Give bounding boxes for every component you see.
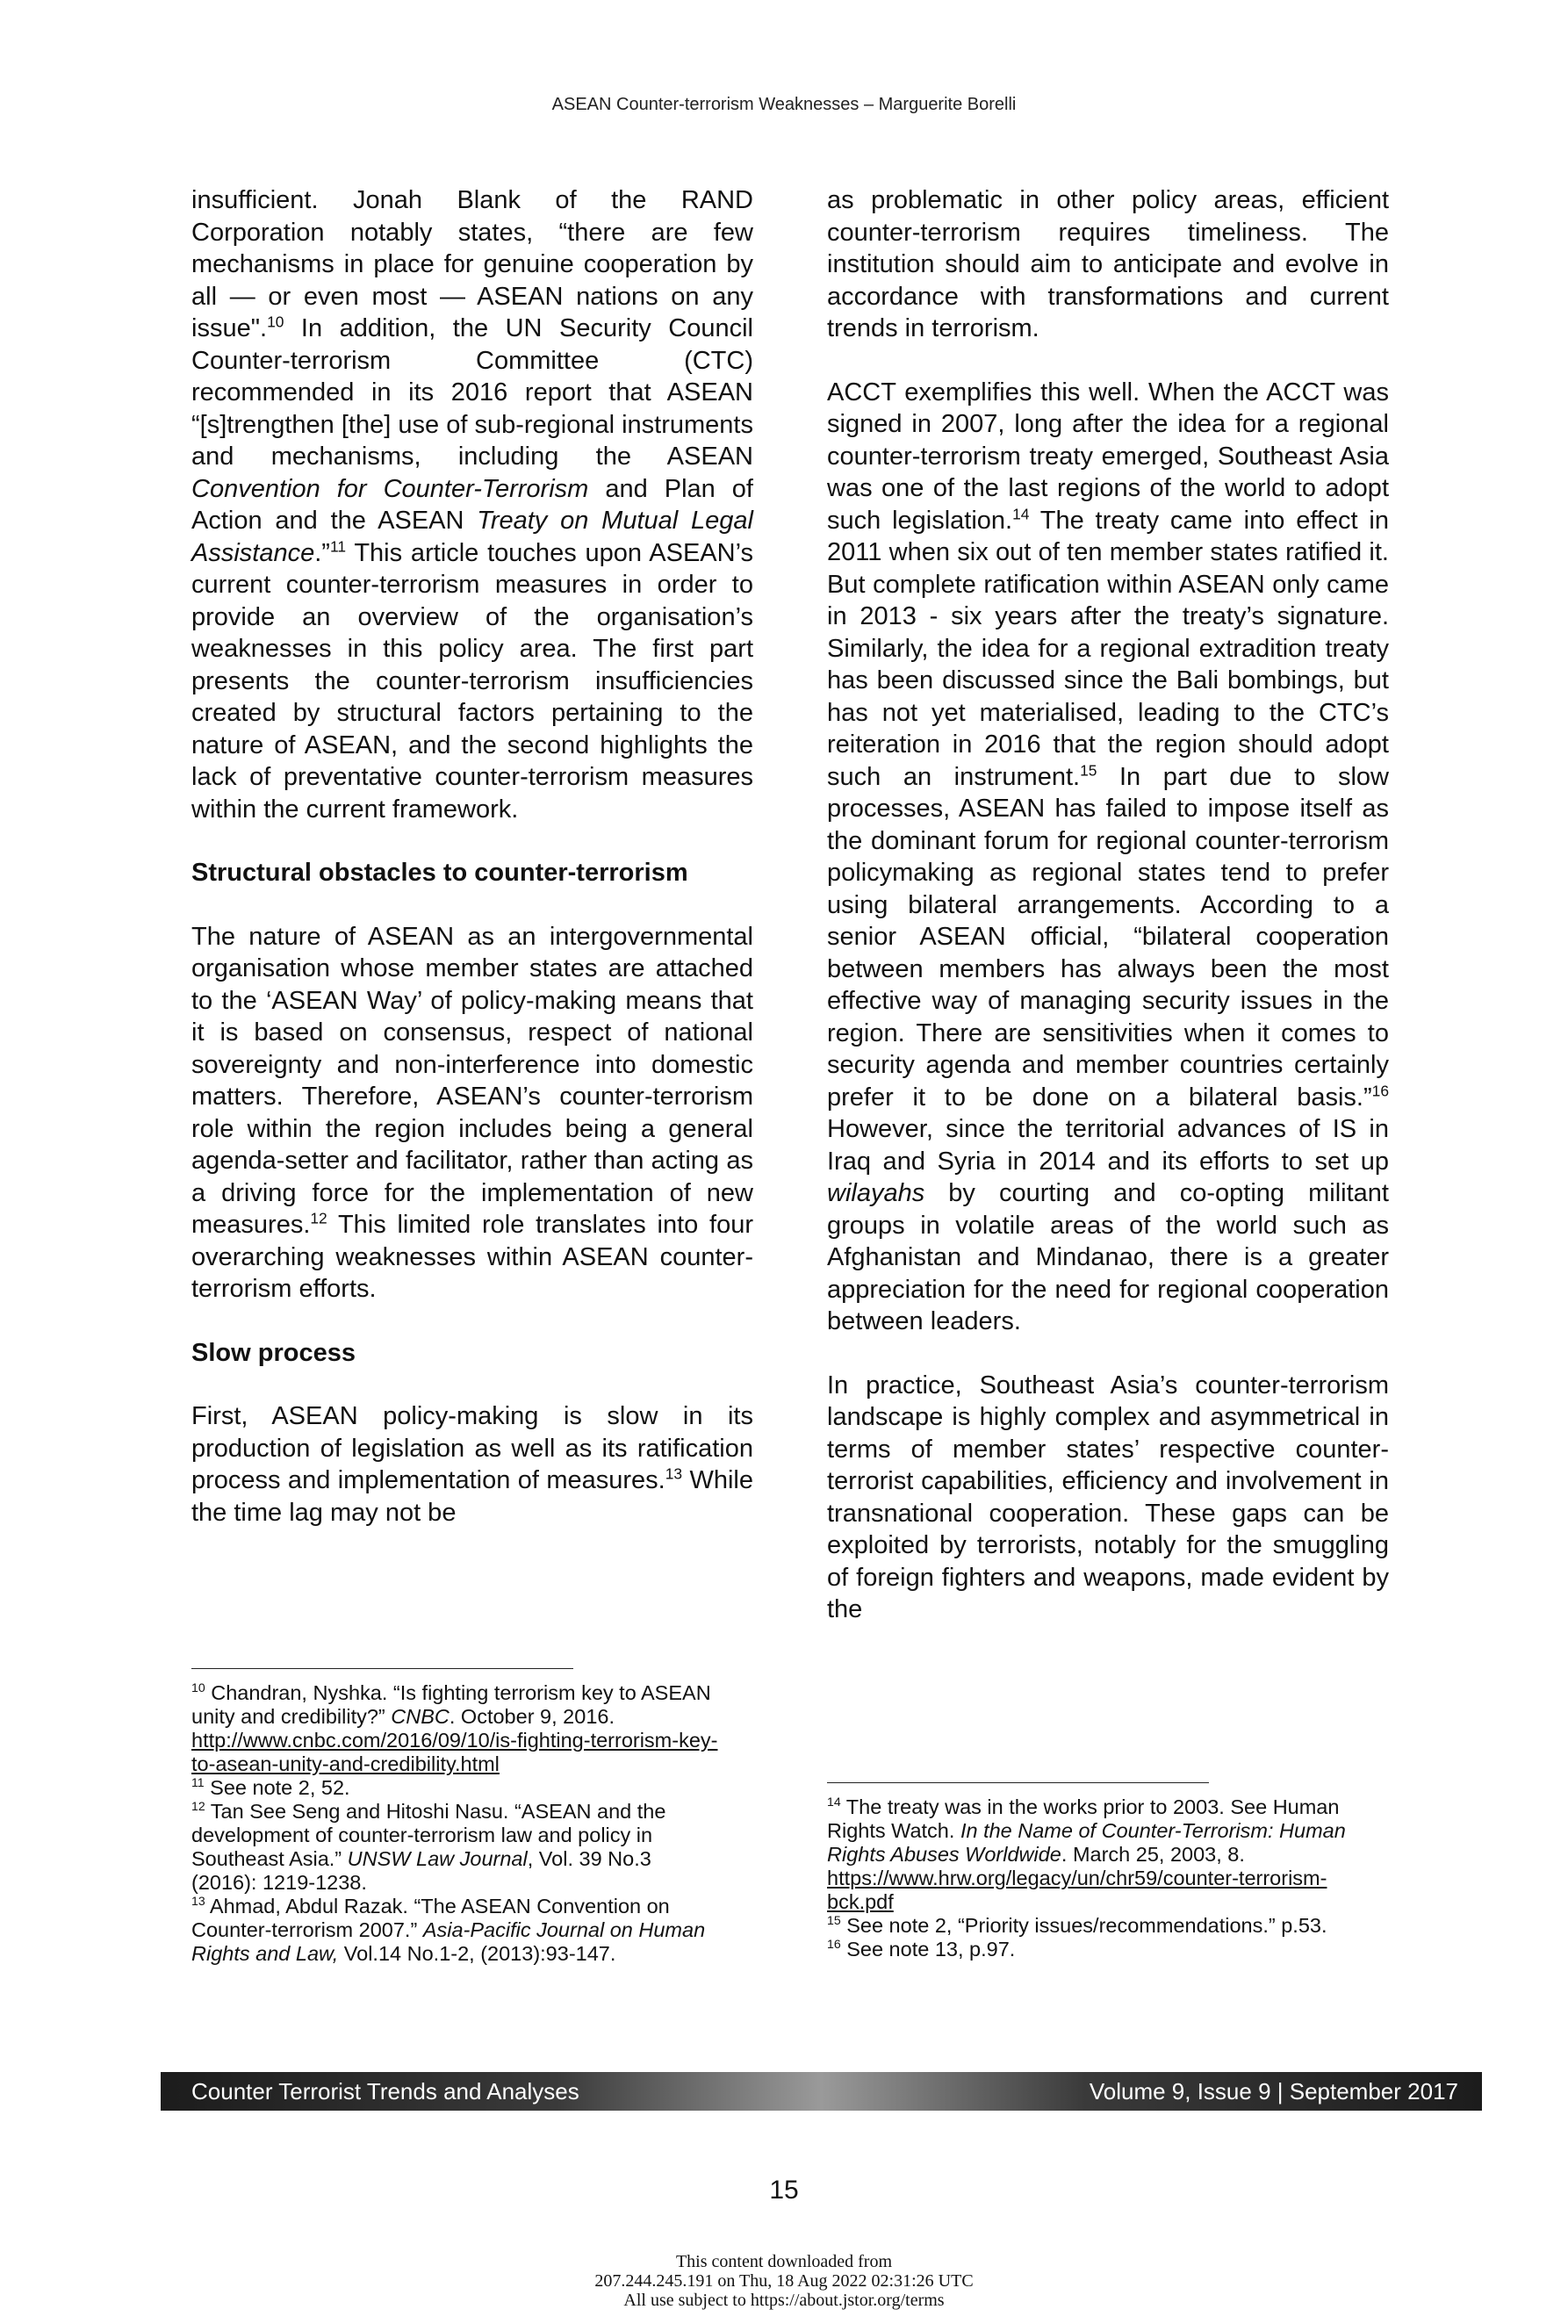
- text: First, ASEAN policy-making is slow in its production of legislation as well as its ratification process and implementation of measures.: [191, 1402, 753, 1494]
- footnote-ref[interactable]: 15: [1080, 760, 1097, 779]
- text: See note 13, p.97.: [840, 1938, 1016, 1961]
- text: This limited role translates into four overarching weaknesses within ASEAN counter-terrorism efforts.: [191, 1211, 753, 1303]
- text: and Plan of Action and the ASEAN: [191, 474, 753, 535]
- right-column: [827, 184, 1389, 1658]
- section-heading: Slow process: [191, 1338, 356, 1367]
- paragraph: In practice, Southeast Asia’s counter-terrorism landscape is highly complex and asymmetrical in terms of member states’ respective counter-terrorist capabilities, efficiency and involvement in transnational cooperation. These gaps can be exploited by terrorists, notably for the smuggling of foreign fighters and weapons, made evident by the: [827, 1371, 1389, 1623]
- text: While the time lag may not be: [191, 1466, 753, 1527]
- footnote-15: [827, 1914, 1354, 1938]
- jstor-terms-line[interactable]: All use subject to https://about.jstor.org/terms: [623, 2291, 945, 2310]
- footnote-10: [191, 1681, 718, 1776]
- text: . March 25, 2003, 8.: [1061, 1843, 1245, 1866]
- italic-title: Convention for Counter-Terrorism: [191, 474, 589, 503]
- jstor-notice: [0, 2252, 1568, 2310]
- footnote-link[interactable]: https://www.hrw.org/legacy/un/chr59/counter-terrorism-bck.pdf: [827, 1867, 1327, 1913]
- paragraph: [191, 921, 753, 1306]
- footnote-ref[interactable]: 11: [329, 536, 347, 555]
- text: See note 2, “Priority issues/recommendations.” p.53.: [840, 1914, 1327, 1937]
- text: by courting and co-opting militant groups in volatile areas of the world such as Afghanistan and Mindanao, there is a greater appreciation for the need for regional cooperation between leaders.: [827, 1179, 1389, 1335]
- italic-source: CNBC: [391, 1705, 450, 1728]
- italic-source: In the Name of Counter-Terrorism: Human Rights Abuses Worldwide: [827, 1819, 1346, 1866]
- section-heading: Structural obstacles to counter-terrorism: [191, 859, 688, 887]
- footnote-11: [191, 1776, 718, 1800]
- text: In part due to slow processes, ASEAN has failed to impose itself as the dominant forum for regional counter-terrorism policymaking as regional states tend to prefer using bilateral arrangements. According to a senior ASEAN official, “bilateral cooperation between members has always been the most effective way of managing security issues in the region. There are sensitivities when it comes to security agenda and member countries certainly prefer it to be done on a bilateral basis.”: [827, 762, 1389, 1112]
- footnote-12: [191, 1800, 718, 1895]
- text: See note 2, 52.: [204, 1776, 350, 1799]
- page-number: 15: [769, 2176, 799, 2205]
- text: Ahmad, Abdul Razak. “The ASEAN Convention on Counter-terrorism 2007.”: [191, 1895, 670, 1941]
- italic-term: wilayahs: [827, 1179, 925, 1207]
- left-column: [191, 184, 753, 1560]
- text: .”: [314, 538, 330, 567]
- jstor-line: 207.244.245.191 on Thu, 18 Aug 2022 02:31:26 UTC: [594, 2271, 974, 2291]
- paragraph: [827, 377, 1389, 1338]
- footnotes-right: [827, 1782, 1354, 1961]
- footnote-14: [827, 1795, 1354, 1914]
- italic-title: Treaty on Mutual Legal Assistance: [191, 507, 753, 567]
- footnote-13: [191, 1895, 718, 1966]
- journal-footer-band: [161, 2072, 1482, 2111]
- paragraph: as problematic in other policy areas, efficient counter-terrorism requires timeliness. The institution should aim to anticipate and evolve in accordance with transformations and current trends in terrorism.: [827, 186, 1389, 342]
- italic-source: UNSW Law Journal: [347, 1847, 528, 1870]
- footnote-divider: [827, 1782, 1209, 1783]
- footnote-ref[interactable]: 14: [1012, 504, 1030, 522]
- running-header: ASEAN Counter-terrorism Weaknesses – Marguerite Borelli: [551, 95, 1017, 114]
- italic-source: Asia-Pacific Journal on Human Rights and Law,: [191, 1918, 706, 1965]
- footnotes-left: [191, 1668, 718, 1966]
- footnote-ref[interactable]: 16: [1371, 1081, 1389, 1099]
- jstor-line: This content downloaded from: [675, 2252, 893, 2271]
- footnote-ref[interactable]: 12: [310, 1209, 327, 1227]
- text: , Vol. 39 No.3 (2016): 1219-1238.: [191, 1847, 651, 1894]
- footnote-number: 10: [191, 1680, 205, 1695]
- text: The treaty was in the works prior to 2003. See Human Rights Watch.: [827, 1795, 1340, 1842]
- text: . October 9, 2016.: [449, 1705, 615, 1728]
- footnote-link[interactable]: http://www.cnbc.com/2016/09/10/is-fighting-terrorism-key-to-asean-unity-and-credibility.html: [191, 1729, 718, 1775]
- footnote-16: [827, 1938, 1354, 1961]
- footnote-number: 15: [827, 1913, 841, 1928]
- text: insufficient. Jonah Blank of the RAND Corporation notably states, “there are few mechanisms in place for genuine cooperation by all — or even most — ASEAN nations on any issue".: [191, 186, 753, 342]
- footnote-number: 14: [827, 1795, 841, 1810]
- paragraph: [191, 184, 753, 825]
- footnote-divider: [191, 1668, 573, 1669]
- footnote-ref[interactable]: 13: [665, 1464, 683, 1483]
- paragraph: [191, 1400, 753, 1529]
- text: ACCT exemplifies this well. When the ACCT was signed in 2007, long after the idea for a regional counter-terrorism treaty emerged, Southeast Asia was one of the last regions of the world to adopt such legislation.: [827, 378, 1389, 535]
- footnote-number: 13: [191, 1894, 205, 1909]
- footnote-number: 11: [191, 1775, 205, 1790]
- text: The nature of ASEAN as an intergovernmental organisation whose member states are attached to the ‘ASEAN Way’ of policy-making means that it is based on consensus, respect of national sovereignty and non-interference into domestic matters. Therefore, ASEAN’s counter-terrorism role within the region includes being a general agenda-setter and facilitator, rather than acting as a driving force for the implementation of new measures.: [191, 922, 753, 1239]
- text: However, since the territorial advances of IS in Iraq and Syria in 2014 and its efforts to set up: [827, 1115, 1389, 1176]
- text: The treaty came into effect in 2011 when six out of ten member states ratified it. But complete ratification within ASEAN only came in 2013 - six years after the treaty’s signature. Similarly, the idea for a regional extradition treaty has been discussed since the Bali bombings, but has not yet materialised, leading to the CTC’s reiteration in 2016 that the region should adopt such an instrument.: [827, 506, 1389, 791]
- text: Vol.14 No.1-2, (2013):93-147.: [338, 1942, 616, 1965]
- footnote-number: 16: [827, 1937, 841, 1952]
- text: In addition, the UN Security Council Counter-terrorism Committee (CTC) recommended in its 2016 report that ASEAN “[s]trengthen [the] use of sub-regional instruments and mechanisms, including the ASEAN: [191, 314, 753, 471]
- footnote-ref[interactable]: 10: [267, 313, 284, 331]
- text: This article touches upon ASEAN’s current counter-terrorism measures in order to provide an overview of the organisation’s weaknesses in this policy area. The first part presents the counter-terrorism insufficiencies created by structural factors pertaining to the nature of ASEAN, and the second highlights the lack of preventative counter-terrorism measures within the current framework.: [191, 538, 753, 824]
- journal-name: Counter Terrorist Trends and Analyses: [191, 2078, 579, 2105]
- footnote-number: 12: [191, 1799, 205, 1814]
- issue-info: Volume 9, Issue 9 | September 2017: [1089, 2078, 1458, 2105]
- text: Tan See Seng and Hitoshi Nasu. “ASEAN and the development of counter-terrorism law and policy in Southeast Asia.”: [191, 1800, 666, 1870]
- text: Chandran, Nyshka. “Is fighting terrorism key to ASEAN unity and credibility?”: [191, 1681, 711, 1728]
